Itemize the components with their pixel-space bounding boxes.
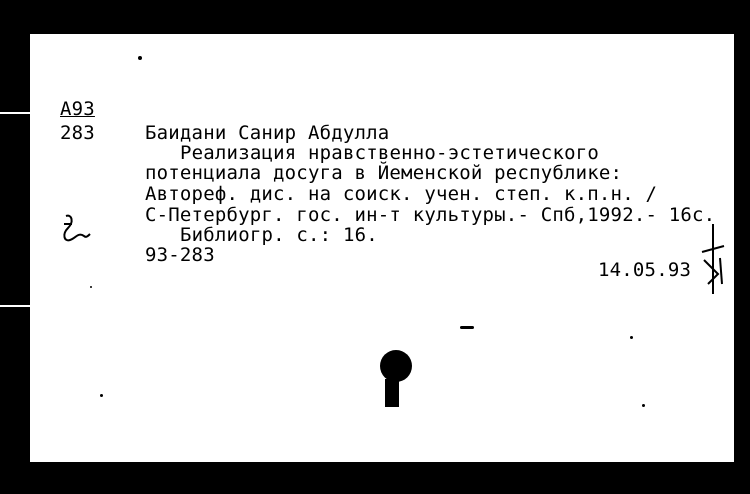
title-line-1: Реализация нравственно-эстетического bbox=[180, 142, 600, 164]
author: Баидани Санир Абдулла bbox=[145, 122, 390, 144]
speck bbox=[642, 404, 645, 407]
hand-mark-icon bbox=[698, 224, 728, 294]
date-stamp: 14.05.93 bbox=[598, 259, 692, 281]
punch-hole-tail bbox=[385, 379, 399, 407]
accession-number: 93-283 bbox=[145, 244, 215, 266]
speck bbox=[138, 56, 142, 60]
speck bbox=[90, 286, 92, 288]
speck bbox=[460, 326, 474, 329]
speck bbox=[630, 336, 633, 339]
strip-line bbox=[0, 112, 30, 114]
handwritten-mark-icon bbox=[58, 212, 94, 248]
title-line-4: С-Петербург. гос. ин-т культуры.- Спб,1992.- 16с. bbox=[145, 204, 716, 226]
title-line-2: потенциала досуга в Йеменской республике: bbox=[145, 162, 623, 184]
shelf-mark-line-1: А93 bbox=[60, 98, 95, 120]
strip-line bbox=[0, 305, 30, 307]
card-holder-strip bbox=[0, 0, 30, 494]
speck bbox=[100, 394, 103, 397]
punch-hole bbox=[380, 350, 412, 382]
bibliography: Библиогр. с.: 16. bbox=[180, 224, 378, 246]
title-line-3: Автореф. дис. на соиск. учен. степ. к.п.н. / bbox=[145, 183, 658, 205]
shelf-mark-line-2: 283 bbox=[60, 122, 95, 144]
catalog-card bbox=[30, 34, 734, 462]
